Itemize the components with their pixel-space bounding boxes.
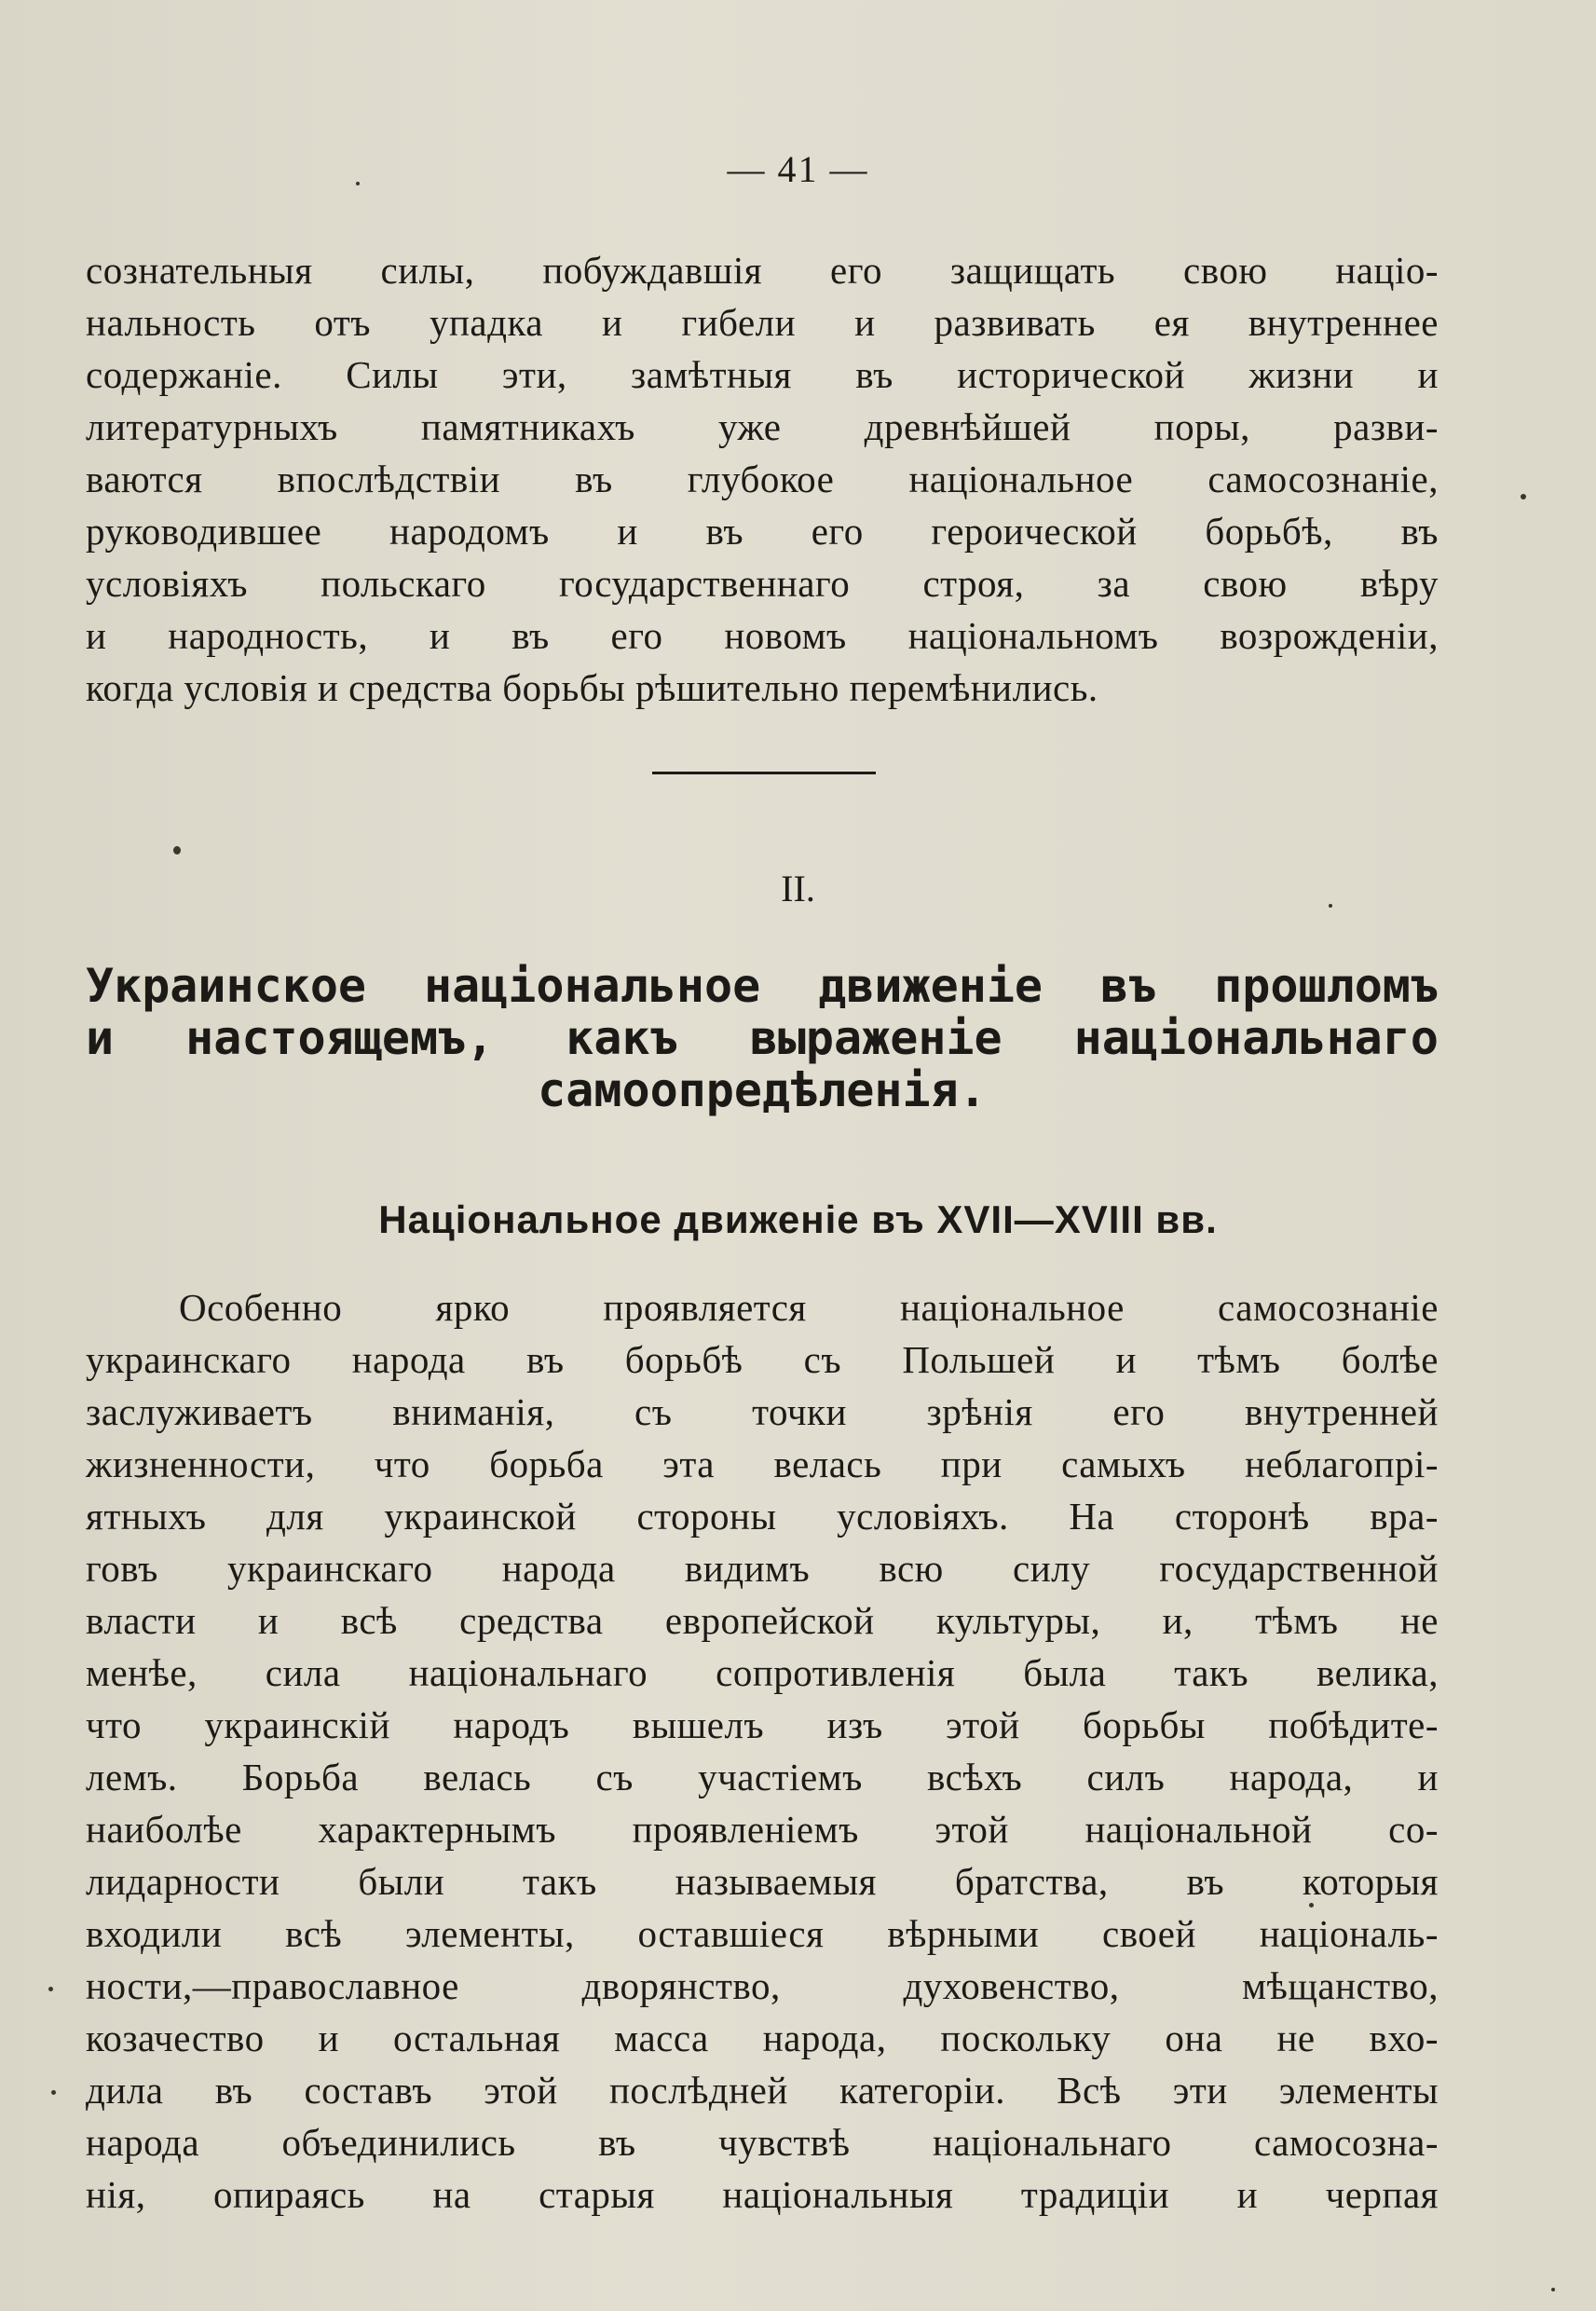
text-line: когда условія и средства борьбы рѣшительно перемѣнились. [86, 666, 1098, 709]
text-line: нальность отъ упадка и гибели и развивать ея внутреннее [86, 301, 1439, 344]
page-number: — 41 — [727, 148, 869, 190]
print-speck [48, 1987, 53, 1991]
print-speck [173, 846, 181, 855]
text-line: говъ украинскаго народа видимъ всю силу государственной [86, 1547, 1439, 1590]
text-line: украинскаго народа въ борьбѣ съ Польшей и тѣмъ болѣе [86, 1338, 1439, 1381]
text-line: руководившее народомъ и въ его героической борьбѣ, въ [86, 510, 1439, 553]
text-line: жизненности, что борьба эта велась при самыхъ неблагопрі- [86, 1443, 1439, 1485]
print-speck [51, 2090, 56, 2095]
text-line: содержаніе. Силы эти, замѣтныя въ исторической жизни и [86, 353, 1439, 396]
text-line: ятныхъ для украинской стороны условіяхъ. На сторонѣ вра- [86, 1495, 1439, 1538]
text-line: нія, опираясь на старыя національныя традиціи и черпая [86, 2173, 1439, 2216]
text-line: Особенно ярко проявляется національное самосознаніе [179, 1286, 1439, 1329]
section-title-line: самоопредѣленія. [538, 1063, 987, 1117]
text-line: власти и всѣ средства европейской культуры, и, тѣмъ не [86, 1599, 1439, 1642]
text-line: лидарности были такъ называемыя братства, въ которыя [86, 1860, 1439, 1903]
text-line: ваются впослѣдствіи въ глубокое національное самосознаніе, [86, 458, 1439, 500]
print-speck [1551, 2288, 1555, 2291]
section-title-line: и настоящемъ, какъ выраженіе національнаго [86, 1011, 1439, 1065]
text-line: что украинскій народъ вышелъ изъ этой борьбы побѣдите- [86, 1703, 1439, 1746]
text-line: наиболѣе характернымъ проявленіемъ этой національной со- [86, 1808, 1439, 1851]
text-line: козачество и остальная масса народа, поскольку она не вхо- [86, 2017, 1439, 2059]
text-line: народа объединились въ чувствѣ національнаго самосозна- [86, 2121, 1439, 2164]
print-speck [356, 182, 360, 185]
text-line: входили всѣ элементы, оставшіеся вѣрными своей національ- [86, 1912, 1439, 1955]
print-speck [1329, 904, 1332, 908]
text-line: литературныхъ памятникахъ уже древнѣйшей поры, разви- [86, 405, 1439, 448]
text-line: и народность, и въ его новомъ національномъ возрожденіи, [86, 614, 1439, 657]
text-line: условіяхъ польскаго государственнаго строя, за свою вѣру [86, 562, 1439, 605]
text-line: менѣе, сила національнаго сопротивленія была такъ велика, [86, 1651, 1439, 1694]
print-speck [1309, 1903, 1314, 1908]
section-number: II. [781, 868, 815, 909]
section-divider-rule [652, 772, 876, 774]
text-line: дила въ составъ этой послѣдней категоріи. Всѣ эти элементы [86, 2069, 1439, 2112]
text-line: лемъ. Борьба велась съ участіемъ всѣхъ силъ народа, и [86, 1756, 1439, 1798]
text-line: сознательныя силы, побуждавшія его защищать свою націо- [86, 249, 1439, 292]
text-line: заслуживаетъ вниманія, съ точки зрѣнія его внутренней [86, 1390, 1439, 1433]
top-paragraph [86, 244, 1439, 714]
text-line: ности,—православное дворянство, духовенство, мѣщанство, [86, 1964, 1439, 2007]
section-title [86, 960, 1439, 1116]
subsection-title: Національное движеніе въ XVII—XVIII вв. [378, 1197, 1218, 1241]
body-paragraph [86, 1281, 1439, 2221]
print-speck [1521, 494, 1526, 499]
section-title-line: Украинское національное движеніе въ прошломъ [86, 959, 1439, 1013]
